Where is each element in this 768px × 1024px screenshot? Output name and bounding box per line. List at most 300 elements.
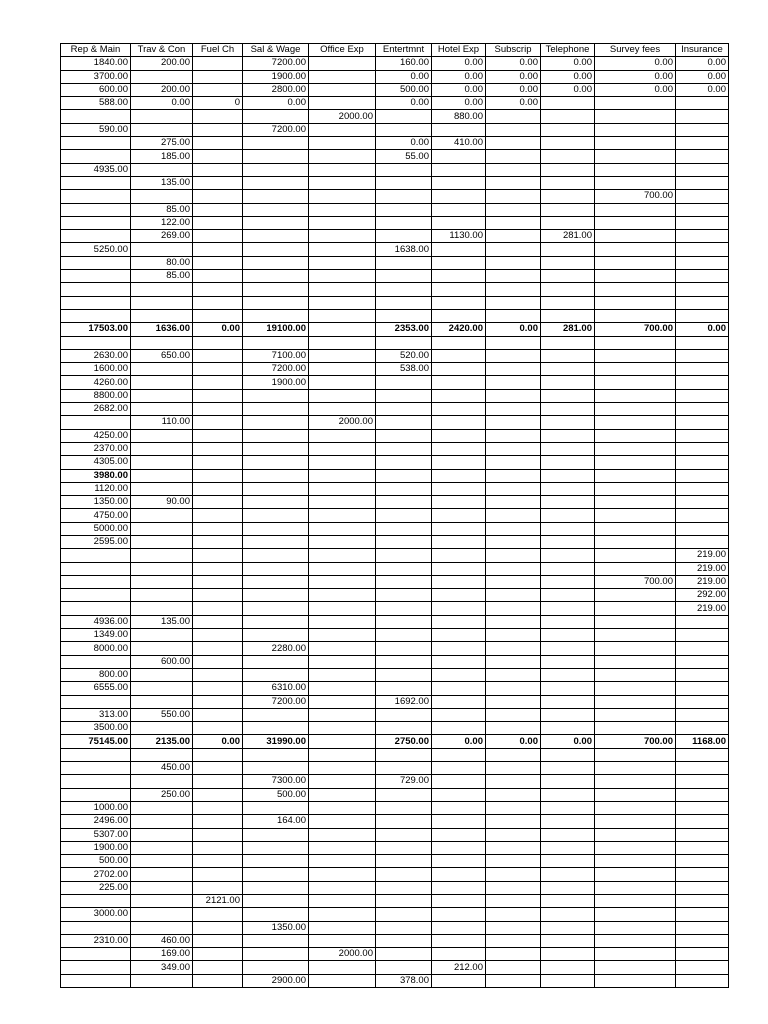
table-cell [243,416,309,429]
table-cell [595,695,676,708]
table-cell: 110.00 [131,416,193,429]
table-cell [541,163,595,176]
table-cell: 212.00 [432,961,486,974]
table-cell: 164.00 [243,815,309,828]
table-cell [243,456,309,469]
column-header: Trav & Con [131,44,193,57]
table-cell [541,496,595,509]
table-cell [432,349,486,362]
table-cell [595,482,676,495]
table-cell [541,336,595,349]
table-cell [676,788,729,801]
table-cell [432,509,486,522]
table-cell [676,895,729,908]
table-cell [486,389,541,402]
table-cell [193,309,243,322]
table-cell [61,948,131,961]
table-cell [309,575,376,588]
table-cell [486,855,541,868]
table-cell [131,482,193,495]
table-cell: 0.00 [486,323,541,336]
table-cell [541,456,595,469]
table-cell [61,203,131,216]
table-cell [595,110,676,123]
table-cell [432,123,486,136]
table-cell [486,895,541,908]
column-header: Telephone [541,44,595,57]
table-cell [676,150,729,163]
table-cell: 2000.00 [309,948,376,961]
table-cell [541,403,595,416]
table-cell: 90.00 [131,496,193,509]
table-cell: 2496.00 [61,815,131,828]
table-cell [486,881,541,894]
table-cell: 0.00 [486,83,541,96]
table-cell [541,363,595,376]
table-cell: 800.00 [61,668,131,681]
table-cell [541,815,595,828]
table-cell [61,562,131,575]
table-cell [309,296,376,309]
table-cell [193,243,243,256]
table-cell: 3500.00 [61,722,131,735]
table-cell [193,389,243,402]
table-cell [309,602,376,615]
table-cell [676,775,729,788]
table-cell [595,708,676,721]
table-cell [541,535,595,548]
table-cell [595,855,676,868]
table-cell [676,615,729,628]
table-cell [595,535,676,548]
table-cell [193,163,243,176]
table-cell [193,908,243,921]
table-cell: 2595.00 [61,535,131,548]
table-cell [193,363,243,376]
table-cell [486,496,541,509]
table-cell [131,748,193,761]
table-cell [309,921,376,934]
table-cell: 6555.00 [61,682,131,695]
table-cell [193,283,243,296]
table-cell [193,83,243,96]
table-cell [432,881,486,894]
table-cell [541,748,595,761]
table-cell [193,256,243,269]
table-cell [376,270,432,283]
table-cell: 1900.00 [61,841,131,854]
table-cell: 269.00 [131,230,193,243]
table-cell [676,629,729,642]
table-cell [432,549,486,562]
table-row [61,841,729,854]
table-cell [595,509,676,522]
table-cell [432,256,486,269]
table-cell [595,615,676,628]
table-cell [541,97,595,110]
table-cell [309,243,376,256]
table-row [61,203,729,216]
table-cell [193,376,243,389]
table-cell: 0.00 [486,97,541,110]
table-row [61,389,729,402]
table-cell: 1600.00 [61,363,131,376]
table-cell [309,549,376,562]
table-cell [309,961,376,974]
table-cell: 122.00 [131,216,193,229]
table-cell [432,442,486,455]
table-cell [309,230,376,243]
table-cell [486,296,541,309]
table-cell: 5250.00 [61,243,131,256]
table-cell [309,881,376,894]
table-row [61,163,729,176]
table-cell [376,442,432,455]
table-row [61,283,729,296]
table-cell: 4260.00 [61,376,131,389]
table-cell [193,230,243,243]
table-cell: 0.00 [676,83,729,96]
expense-spreadsheet [60,43,729,988]
table-cell [243,602,309,615]
table-cell [376,895,432,908]
table-row [61,216,729,229]
table-cell: 1350.00 [243,921,309,934]
table-cell [309,256,376,269]
table-cell: 2370.00 [61,442,131,455]
table-cell [376,748,432,761]
table-cell: 0.00 [432,83,486,96]
table-cell [486,615,541,628]
table-cell [541,895,595,908]
table-cell [432,602,486,615]
table-cell [541,482,595,495]
table-cell [193,562,243,575]
table-cell [486,908,541,921]
table-cell [541,775,595,788]
table-cell [486,575,541,588]
table-cell [243,137,309,150]
table-cell [676,176,729,189]
table-cell [309,83,376,96]
table-cell: 5307.00 [61,828,131,841]
table-cell [541,203,595,216]
table-cell [432,575,486,588]
table-cell [486,748,541,761]
table-row [61,549,729,562]
table-cell [676,841,729,854]
table-cell [243,203,309,216]
table-cell [541,349,595,362]
table-cell [432,868,486,881]
column-header: Survey fees [595,44,676,57]
table-cell [432,642,486,655]
table-row [61,828,729,841]
table-cell [376,708,432,721]
table-cell [193,535,243,548]
table-cell [595,815,676,828]
table-cell [243,256,309,269]
table-cell [309,442,376,455]
table-cell [131,283,193,296]
table-cell: 4935.00 [61,163,131,176]
table-cell [243,482,309,495]
table-cell [541,110,595,123]
table-cell [486,934,541,947]
table-cell: 0.00 [432,57,486,70]
table-cell [595,668,676,681]
table-cell [676,137,729,150]
table-cell [193,416,243,429]
table-cell [541,429,595,442]
table-cell [309,655,376,668]
table-cell [595,123,676,136]
table-cell [193,881,243,894]
table-row [61,309,729,322]
table-cell: 2750.00 [376,735,432,748]
table-cell: 17503.00 [61,323,131,336]
table-cell [309,722,376,735]
table-cell [376,535,432,548]
table-cell [61,137,131,150]
table-cell: 6310.00 [243,682,309,695]
table-cell [243,762,309,775]
table-cell [193,190,243,203]
table-cell: 8800.00 [61,389,131,402]
table-cell [486,562,541,575]
table-cell [193,176,243,189]
table-cell: 349.00 [131,961,193,974]
table-cell [193,549,243,562]
table-cell [376,416,432,429]
table-cell [541,243,595,256]
table-row [61,442,729,455]
table-cell [432,309,486,322]
table-cell [193,589,243,602]
table-cell: 0.00 [376,70,432,83]
table-cell [309,363,376,376]
table-cell [432,496,486,509]
table-cell [131,70,193,83]
table-cell [309,868,376,881]
table-cell [131,575,193,588]
table-cell [193,828,243,841]
table-cell [61,110,131,123]
table-cell: 500.00 [61,855,131,868]
table-cell [595,376,676,389]
table-cell [676,934,729,947]
table-row [61,642,729,655]
table-row [61,456,729,469]
table-cell [243,496,309,509]
table-cell [541,841,595,854]
table-cell [243,429,309,442]
table-cell [376,815,432,828]
table-cell: 0.00 [243,97,309,110]
table-cell [131,841,193,854]
table-cell [309,309,376,322]
table-cell: 185.00 [131,150,193,163]
table-cell [432,296,486,309]
table-cell [61,655,131,668]
table-cell: 1840.00 [61,57,131,70]
table-cell [676,509,729,522]
table-cell: 31990.00 [243,735,309,748]
table-cell [676,216,729,229]
table-cell [376,841,432,854]
table-row [61,482,729,495]
table-cell [309,828,376,841]
table-cell [595,682,676,695]
table-cell [486,216,541,229]
table-cell [131,336,193,349]
table-cell [486,948,541,961]
table-cell [193,921,243,934]
table-cell [376,336,432,349]
table-cell [376,602,432,615]
table-cell [131,855,193,868]
table-cell: 0.00 [432,735,486,748]
table-cell [541,216,595,229]
table-cell [486,629,541,642]
table-cell [193,349,243,362]
table-cell [243,230,309,243]
table-cell [376,855,432,868]
table-cell [432,216,486,229]
table-cell [131,376,193,389]
table-cell: 600.00 [61,83,131,96]
table-row [61,629,729,642]
table-cell [486,682,541,695]
table-cell: 4250.00 [61,429,131,442]
table-cell: 8000.00 [61,642,131,655]
table-cell [676,748,729,761]
table-cell [309,562,376,575]
table-cell [595,801,676,814]
table-cell [432,376,486,389]
table-cell: 7100.00 [243,349,309,362]
table-row [61,974,729,987]
table-cell: 135.00 [131,176,193,189]
table-cell [541,602,595,615]
table-cell [61,309,131,322]
table-cell [376,881,432,894]
table-cell [243,216,309,229]
table-cell [676,855,729,868]
sheet-body [61,57,729,988]
table-cell: 880.00 [432,110,486,123]
table-cell: 0.00 [432,70,486,83]
table-cell [131,110,193,123]
table-cell [131,828,193,841]
table-cell [595,522,676,535]
table-cell [432,921,486,934]
table-cell [131,456,193,469]
table-row [61,575,729,588]
table-cell [541,629,595,642]
table-row [61,855,729,868]
table-cell [193,695,243,708]
table-cell [486,190,541,203]
table-cell [309,57,376,70]
table-cell [432,190,486,203]
table-cell [376,509,432,522]
table-cell [595,163,676,176]
table-cell [676,389,729,402]
table-cell [541,296,595,309]
table-cell [486,708,541,721]
table-cell [309,748,376,761]
table-cell [541,708,595,721]
table-cell [432,629,486,642]
table-cell [595,868,676,881]
table-cell [432,482,486,495]
table-cell: 1350.00 [61,496,131,509]
table-cell: 0.00 [676,323,729,336]
table-row [61,668,729,681]
table-cell [541,123,595,136]
table-cell: 0.00 [376,137,432,150]
table-cell [309,708,376,721]
table-cell [541,509,595,522]
table-cell: 281.00 [541,323,595,336]
table-cell: 2353.00 [376,323,432,336]
table-row [61,615,729,628]
table-cell [243,615,309,628]
table-cell [131,509,193,522]
table-cell [376,230,432,243]
table-cell: 700.00 [595,735,676,748]
table-cell [486,602,541,615]
table-cell [595,349,676,362]
table-cell [243,176,309,189]
table-cell [193,748,243,761]
table-cell [541,469,595,482]
table-cell [595,456,676,469]
table-cell [432,535,486,548]
table-cell [486,642,541,655]
table-cell: 2135.00 [131,735,193,748]
table-cell [486,456,541,469]
table-row [61,695,729,708]
table-cell: 219.00 [676,575,729,588]
table-cell [376,389,432,402]
table-cell: 4936.00 [61,615,131,628]
table-cell [676,230,729,243]
table-cell [541,615,595,628]
table-cell [309,123,376,136]
table-cell [309,775,376,788]
table-row [61,496,729,509]
table-cell [595,828,676,841]
table-cell [243,908,309,921]
table-cell: 2000.00 [309,110,376,123]
table-cell [131,642,193,655]
table-cell [595,336,676,349]
header-row [61,44,729,57]
table-cell: 2800.00 [243,83,309,96]
table-row [61,921,729,934]
table-cell: 160.00 [376,57,432,70]
table-row [61,150,729,163]
table-cell [595,442,676,455]
table-cell [486,270,541,283]
total-row [61,735,729,748]
table-cell [432,708,486,721]
table-cell [432,163,486,176]
table-cell [432,815,486,828]
table-cell [193,575,243,588]
